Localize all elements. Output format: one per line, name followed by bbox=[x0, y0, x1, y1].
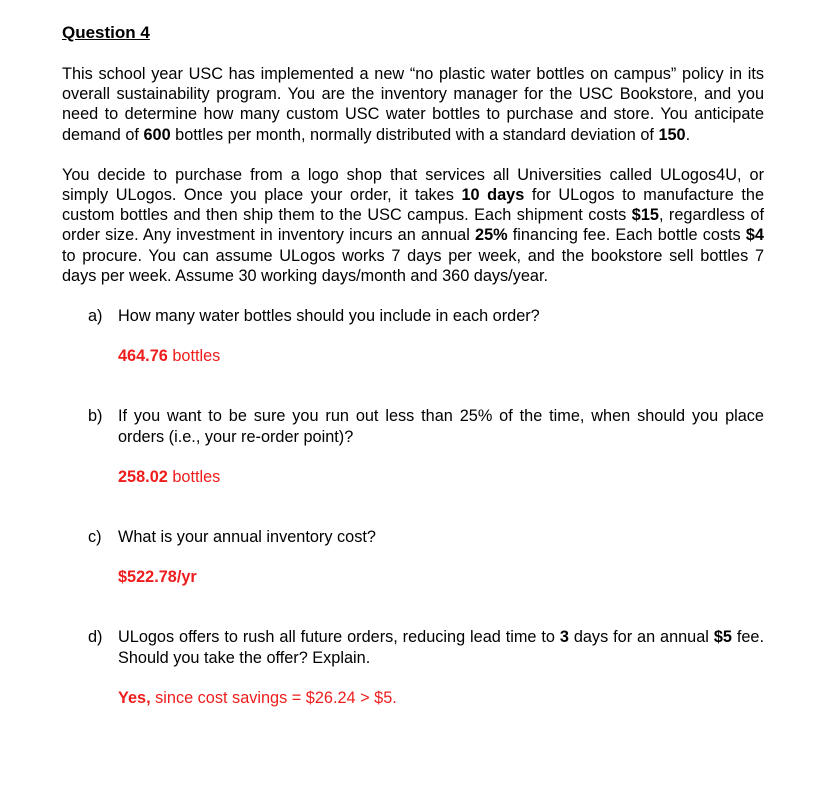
answer-d-explanation: since cost savings = $26.24 > $5. bbox=[150, 688, 397, 707]
question-b bbox=[88, 406, 764, 446]
intro-paragraph-2 bbox=[62, 165, 764, 286]
std-dev-value: 150 bbox=[658, 125, 686, 144]
p1-text-a: This school year USC has implemented a new “no plastic water bottles on campus” policy in its overall sustainability program. You are the inventory manager for the USC Bookstore, and you need to determine how many custom USC water bottles to purchase and store. You anticipate demand of bbox=[62, 65, 764, 144]
shipment-cost-value: $15 bbox=[631, 206, 659, 225]
question-d-text-c: days for an annual bbox=[568, 628, 714, 647]
p2-text-c: , regardless of order size. Any investment in inventory incurs an annual bbox=[62, 206, 764, 245]
answer-b bbox=[118, 467, 764, 487]
rush-lead-time-value: 3 bbox=[559, 628, 569, 647]
question-b-text: If you want to be sure you run out less than 25% of the time, when should you place orders (i.e., your re-order point)? bbox=[118, 407, 764, 446]
answer-a-unit: bottles bbox=[167, 347, 221, 366]
lead-time-value: 10 days bbox=[461, 186, 525, 205]
p2-text-d: financing fee. Each bottle costs bbox=[507, 226, 746, 245]
p2-text-b: for ULogos to manufacture the custom bottles and then ship them to the USC campus. Each shipment costs bbox=[62, 186, 764, 225]
answer-a-value: 464.76 bbox=[118, 347, 168, 366]
p2-text-e: to procure. You can assume ULogos works 7 days per week, and the bookstore sell bottles 7 days per week. Assume 30 working days/month and 360 days/year. bbox=[62, 246, 764, 285]
question-c-letter: c) bbox=[88, 528, 102, 547]
answer-c bbox=[118, 567, 764, 587]
document-page bbox=[62, 22, 764, 708]
bottle-cost-value: $4 bbox=[745, 226, 764, 245]
answer-b-value: 258.02 bbox=[118, 467, 168, 486]
answer-d bbox=[118, 688, 764, 708]
question-d-text bbox=[118, 627, 764, 667]
question-c-text: What is your annual inventory cost? bbox=[118, 528, 376, 547]
question-d-text-a: ULogos offers to rush all future orders, reducing lead time to bbox=[118, 628, 560, 647]
question-a-text: How many water bottles should you include in each order? bbox=[118, 307, 540, 326]
answer-b-unit: bottles bbox=[167, 467, 221, 486]
question-b-letter: b) bbox=[88, 407, 103, 426]
question-d bbox=[88, 627, 764, 667]
p1-text-b: bottles per month, normally distributed with a standard deviation of bbox=[170, 125, 659, 144]
intro-paragraph-1 bbox=[62, 64, 764, 145]
answer-a bbox=[118, 346, 764, 366]
answer-c-value: $522.78/yr bbox=[118, 568, 197, 587]
rush-fee-value: $5 bbox=[713, 628, 732, 647]
p1-text-c: . bbox=[685, 125, 691, 144]
p2-text-a: You decide to purchase from a logo shop that services all Universities called ULogos4U, or simply ULogos. Once you place your order, it takes bbox=[62, 165, 764, 205]
financing-fee-value: 25% bbox=[475, 226, 508, 245]
question-a bbox=[88, 306, 764, 326]
question-a-letter: a) bbox=[88, 307, 103, 326]
question-c bbox=[88, 527, 764, 547]
question-d-letter: d) bbox=[88, 628, 103, 647]
demand-value: 600 bbox=[143, 125, 171, 144]
question-heading: Question 4 bbox=[62, 23, 150, 42]
question-d-text-e: fee. Should you take the offer? Explain. bbox=[118, 628, 764, 667]
answer-d-verdict: Yes, bbox=[118, 688, 151, 707]
